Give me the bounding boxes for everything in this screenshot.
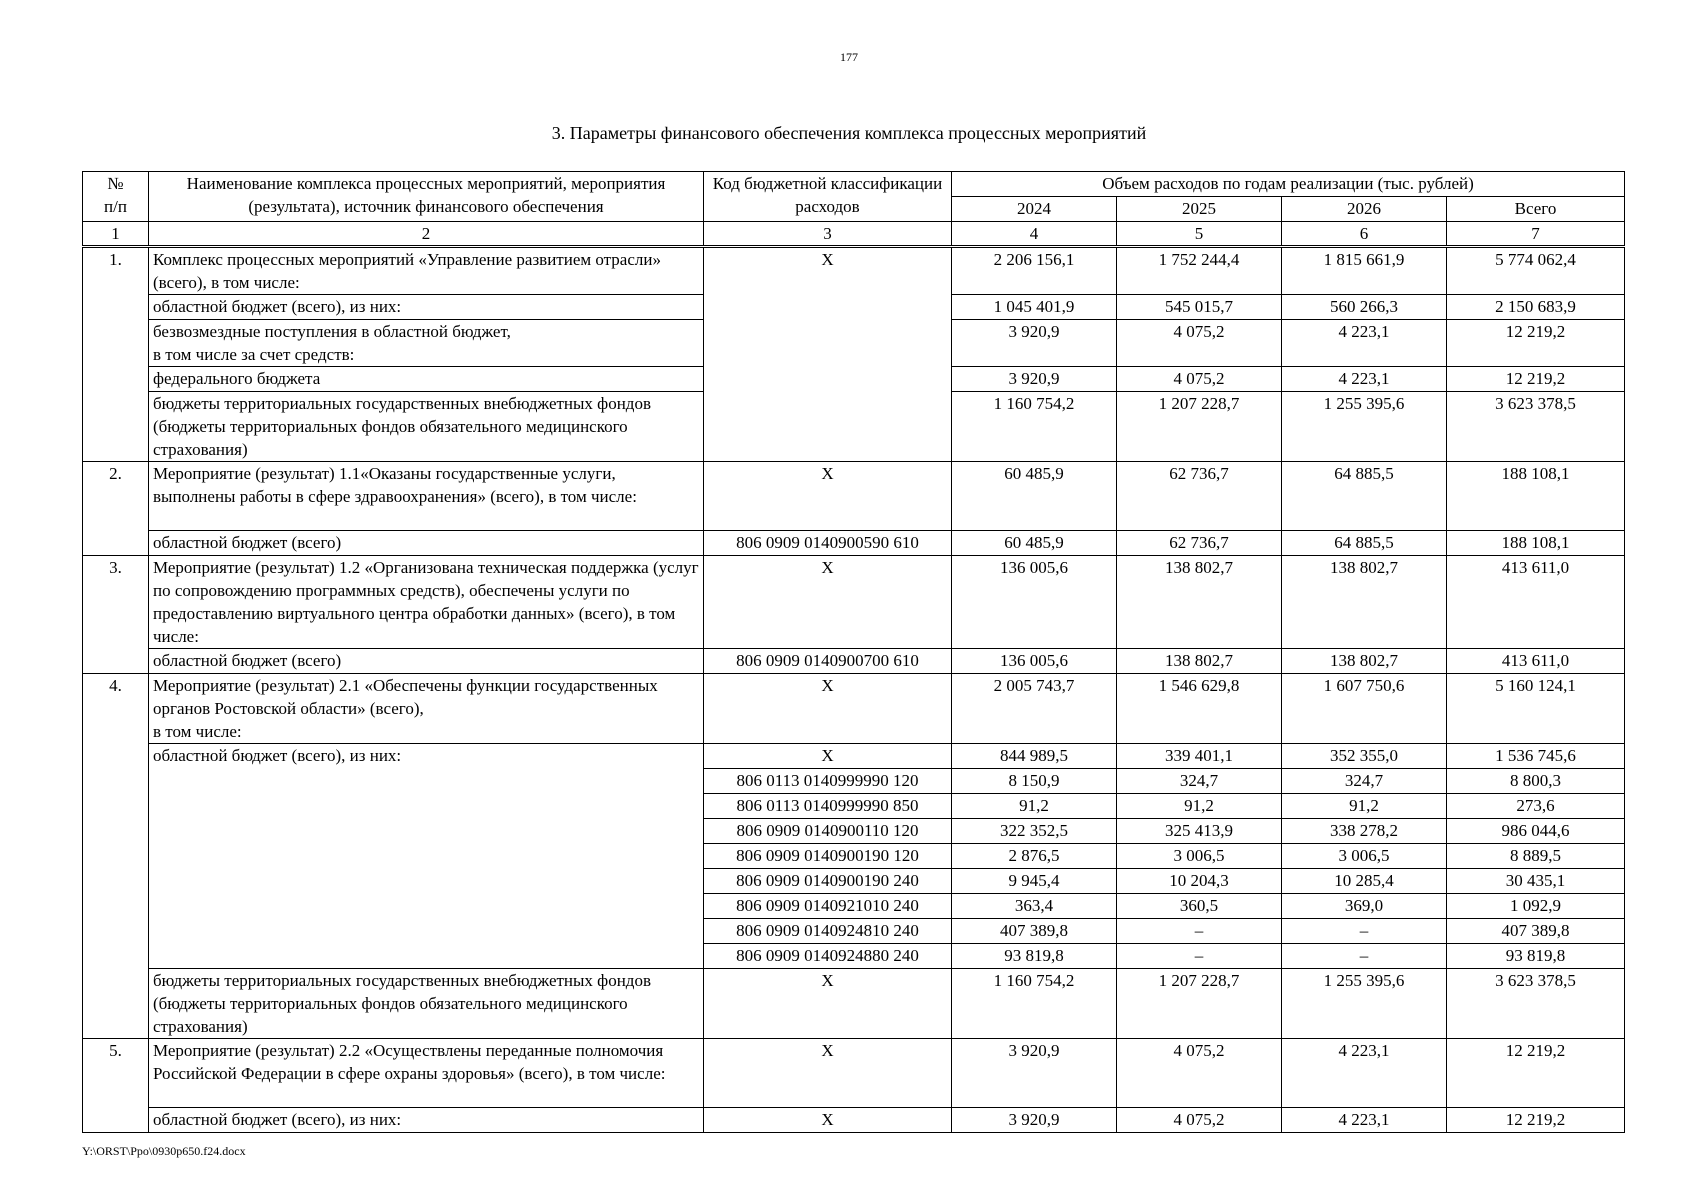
- value-2025: 339 401,1: [1117, 744, 1282, 769]
- column-number-row: [83, 222, 1625, 247]
- value-total: 12 219,2: [1447, 1108, 1625, 1133]
- row-name: Мероприятие (результат) 1.1«Оказаны государственные услуги, выполнены работы в сфере здравоохранения» (всего), в том числе:: [149, 462, 704, 531]
- header-name: Наименование комплекса процессных мероприятий, мероприятия (результата), источник финансового обеспечения: [149, 172, 704, 222]
- header-volume: Объем расходов по годам реализации (тыс. рублей): [952, 172, 1625, 197]
- value-total: 1 092,9: [1447, 894, 1625, 919]
- row-number: 3.: [83, 556, 149, 674]
- row-name: федерального бюджета: [149, 367, 704, 392]
- table-row: [83, 1039, 1625, 1108]
- row-code: Х: [704, 247, 952, 462]
- row-code: 806 0909 0140900700 610: [704, 649, 952, 674]
- value-total: 2 150 683,9: [1447, 295, 1625, 320]
- value-2026: 91,2: [1282, 794, 1447, 819]
- column-number: 1: [83, 222, 149, 247]
- column-number: 3: [704, 222, 952, 247]
- value-2025: 4 075,2: [1117, 320, 1282, 367]
- value-2026: 1 255 395,6: [1282, 969, 1447, 1039]
- table-row: [83, 462, 1625, 531]
- value-2024: 363,4: [952, 894, 1117, 919]
- header-row-1: [83, 172, 1625, 197]
- row-number: 1.: [83, 247, 149, 462]
- row-name: областной бюджет (всего): [149, 531, 704, 556]
- column-number: 6: [1282, 222, 1447, 247]
- value-2024: 91,2: [952, 794, 1117, 819]
- column-number: 5: [1117, 222, 1282, 247]
- table-row: [83, 247, 1625, 295]
- value-total: 30 435,1: [1447, 869, 1625, 894]
- header-code: Код бюджетной классификации расходов: [704, 172, 952, 222]
- value-2025: 4 075,2: [1117, 1108, 1282, 1133]
- value-2026: 4 223,1: [1282, 320, 1447, 367]
- page-number: 177: [840, 50, 858, 64]
- value-2026: 338 278,2: [1282, 819, 1447, 844]
- value-total: 413 611,0: [1447, 556, 1625, 649]
- value-2024: 136 005,6: [952, 556, 1117, 649]
- row-code: 806 0113 0140999990 120: [704, 769, 952, 794]
- value-2024: 3 920,9: [952, 367, 1117, 392]
- value-2025: 4 075,2: [1117, 1039, 1282, 1108]
- value-total: 986 044,6: [1447, 819, 1625, 844]
- row-code: 806 0113 0140999990 850: [704, 794, 952, 819]
- value-2024: 1 160 754,2: [952, 969, 1117, 1039]
- value-total: 3 623 378,5: [1447, 969, 1625, 1039]
- row-name: областной бюджет (всего), из них:: [149, 744, 704, 969]
- row-code: 806 0909 0140924810 240: [704, 919, 952, 944]
- value-2025: 360,5: [1117, 894, 1282, 919]
- value-total: 93 819,8: [1447, 944, 1625, 969]
- row-name: областной бюджет (всего), из них:: [149, 295, 704, 320]
- row-name: бюджеты территориальных государственных внебюджетных фондов (бюджеты территориальных фондов обязательного медицинского страхования): [149, 969, 704, 1039]
- row-number: 4.: [83, 674, 149, 1039]
- row-name: бюджеты территориальных государственных внебюджетных фондов (бюджеты территориальных фондов обязательного медицинского страхования): [149, 392, 704, 462]
- value-2024: 9 945,4: [952, 869, 1117, 894]
- value-2024: 60 485,9: [952, 531, 1117, 556]
- value-2025: 324,7: [1117, 769, 1282, 794]
- value-2025: 3 006,5: [1117, 844, 1282, 869]
- value-2026: –: [1282, 944, 1447, 969]
- value-2026: 64 885,5: [1282, 531, 1447, 556]
- value-total: 12 219,2: [1447, 1039, 1625, 1108]
- value-2025: 1 207 228,7: [1117, 392, 1282, 462]
- row-number: 2.: [83, 462, 149, 556]
- header-year-2025: 2025: [1117, 197, 1282, 222]
- value-2026: 138 802,7: [1282, 649, 1447, 674]
- column-number: 2: [149, 222, 704, 247]
- value-2024: 8 150,9: [952, 769, 1117, 794]
- value-2024: 93 819,8: [952, 944, 1117, 969]
- value-total: 3 623 378,5: [1447, 392, 1625, 462]
- header-year-2024: 2024: [952, 197, 1117, 222]
- value-2024: 407 389,8: [952, 919, 1117, 944]
- value-2026: 10 285,4: [1282, 869, 1447, 894]
- value-2024: 3 920,9: [952, 1039, 1117, 1108]
- value-2026: 560 266,3: [1282, 295, 1447, 320]
- row-code: Х: [704, 1039, 952, 1108]
- row-code: Х: [704, 969, 952, 1039]
- value-2026: 4 223,1: [1282, 1039, 1447, 1108]
- value-total: 407 389,8: [1447, 919, 1625, 944]
- value-2026: 1 607 750,6: [1282, 674, 1447, 744]
- row-number: 5.: [83, 1039, 149, 1133]
- header-number-text: № п/п: [104, 174, 127, 216]
- row-code: Х: [704, 674, 952, 744]
- row-name: Мероприятие (результат) 2.2 «Осуществлены переданные полномочия Российской Федерации в сфере охраны здоровья» (всего), в том числе:: [149, 1039, 704, 1108]
- value-2025: 91,2: [1117, 794, 1282, 819]
- table-row: [83, 1108, 1625, 1133]
- value-2026: 64 885,5: [1282, 462, 1447, 531]
- value-2025: 1 546 629,8: [1117, 674, 1282, 744]
- value-total: 188 108,1: [1447, 462, 1625, 531]
- value-2025: –: [1117, 944, 1282, 969]
- financing-table: [82, 171, 1625, 1133]
- row-name: областной бюджет (всего): [149, 649, 704, 674]
- column-number: 7: [1447, 222, 1625, 247]
- row-code: 806 0909 0140924880 240: [704, 944, 952, 969]
- value-2024: 60 485,9: [952, 462, 1117, 531]
- row-code: Х: [704, 462, 952, 531]
- row-code: 806 0909 0140921010 240: [704, 894, 952, 919]
- value-2024: 322 352,5: [952, 819, 1117, 844]
- value-2026: 324,7: [1282, 769, 1447, 794]
- row-name-text: безвозмездные поступления в областной бюджет, в том числе за счет средств:: [153, 322, 511, 364]
- value-total: 1 536 745,6: [1447, 744, 1625, 769]
- value-2025: 1 207 228,7: [1117, 969, 1282, 1039]
- row-name-text: Мероприятие (результат) 2.1 «Обеспечены функции государственных органов Ростовской области» (всего), в том числе:: [153, 676, 658, 741]
- row-name: [149, 674, 704, 744]
- row-code: 806 0909 0140900190 120: [704, 844, 952, 869]
- value-total: 12 219,2: [1447, 367, 1625, 392]
- value-2024: 2 876,5: [952, 844, 1117, 869]
- value-2026: 4 223,1: [1282, 1108, 1447, 1133]
- value-2024: 1 045 401,9: [952, 295, 1117, 320]
- row-name: Мероприятие (результат) 1.2 «Организована техническая поддержка (услуг по сопровождению программных средств), обеспечены услуги по предоставлению виртуального центра обработки данных» (всего), в том числе:: [149, 556, 704, 649]
- value-total: 5 160 124,1: [1447, 674, 1625, 744]
- row-code: 806 0909 0140900110 120: [704, 819, 952, 844]
- table-row: [83, 649, 1625, 674]
- value-2024: 3 920,9: [952, 1108, 1117, 1133]
- value-2025: 62 736,7: [1117, 462, 1282, 531]
- value-total: 273,6: [1447, 794, 1625, 819]
- value-2026: 1 255 395,6: [1282, 392, 1447, 462]
- value-2026: 138 802,7: [1282, 556, 1447, 649]
- value-2024: 1 160 754,2: [952, 392, 1117, 462]
- row-name: Комплекс процессных мероприятий «Управление развитием отрасли» (всего), в том числе:: [149, 247, 704, 295]
- value-2026: 1 815 661,9: [1282, 247, 1447, 295]
- value-total: 188 108,1: [1447, 531, 1625, 556]
- value-2026: –: [1282, 919, 1447, 944]
- value-2025: 545 015,7: [1117, 295, 1282, 320]
- row-code: Х: [704, 1108, 952, 1133]
- document-title: 3. Параметры финансового обеспечения комплекса процессных мероприятий: [551, 123, 1147, 143]
- value-2025: 4 075,2: [1117, 367, 1282, 392]
- value-2024: 844 989,5: [952, 744, 1117, 769]
- row-code: Х: [704, 744, 952, 769]
- table-row: [83, 969, 1625, 1039]
- value-2025: 10 204,3: [1117, 869, 1282, 894]
- value-2026: 352 355,0: [1282, 744, 1447, 769]
- value-2024: 2 206 156,1: [952, 247, 1117, 295]
- value-2026: 4 223,1: [1282, 367, 1447, 392]
- value-2025: 1 752 244,4: [1117, 247, 1282, 295]
- value-total: 413 611,0: [1447, 649, 1625, 674]
- value-2024: 2 005 743,7: [952, 674, 1117, 744]
- table-row: [83, 674, 1625, 744]
- row-code: 806 0909 0140900190 240: [704, 869, 952, 894]
- header-total: Всего: [1447, 197, 1625, 222]
- file-path-footer: Y:\ORST\Ppo\0930p650.f24.docx: [82, 1144, 246, 1158]
- value-total: 8 800,3: [1447, 769, 1625, 794]
- table-row: [83, 531, 1625, 556]
- header-year-2026: 2026: [1282, 197, 1447, 222]
- value-2025: 138 802,7: [1117, 556, 1282, 649]
- value-2024: 136 005,6: [952, 649, 1117, 674]
- value-total: 5 774 062,4: [1447, 247, 1625, 295]
- table-row: [83, 744, 1625, 769]
- value-2025: 325 413,9: [1117, 819, 1282, 844]
- row-code: 806 0909 0140900590 610: [704, 531, 952, 556]
- header-number: [83, 172, 149, 222]
- value-2025: 138 802,7: [1117, 649, 1282, 674]
- value-2025: 62 736,7: [1117, 531, 1282, 556]
- column-number: 4: [952, 222, 1117, 247]
- value-2026: 3 006,5: [1282, 844, 1447, 869]
- row-code: Х: [704, 556, 952, 649]
- value-2026: 369,0: [1282, 894, 1447, 919]
- value-total: 8 889,5: [1447, 844, 1625, 869]
- value-2024: 3 920,9: [952, 320, 1117, 367]
- row-name: [149, 320, 704, 367]
- value-2025: –: [1117, 919, 1282, 944]
- value-total: 12 219,2: [1447, 320, 1625, 367]
- table-row: [83, 556, 1625, 649]
- row-name: областной бюджет (всего), из них:: [149, 1108, 704, 1133]
